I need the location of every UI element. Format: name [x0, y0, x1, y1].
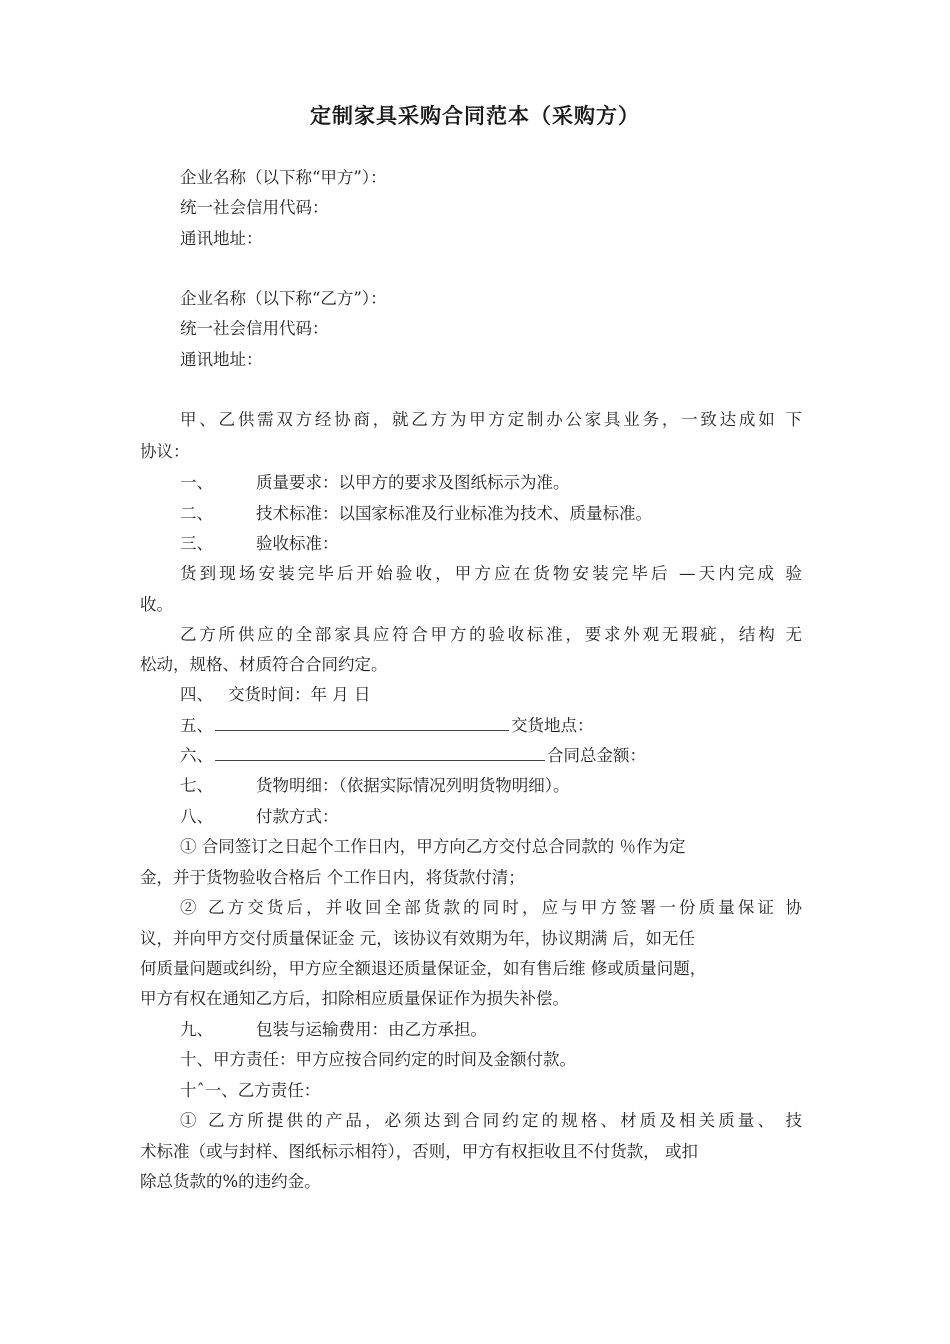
- delivery-place-blank: [215, 714, 509, 731]
- clause-10: 十、甲方责任：甲方应按合同约定的时间及金额付款。: [180, 1050, 576, 1069]
- clause-4-number: 四、: [180, 685, 213, 704]
- clause-2-text: 技术标准：以国家标准及行业标准为技术、质量标准。: [256, 504, 652, 523]
- party-b-address-label: 通讯地址：: [180, 350, 263, 369]
- clause-8-number: 八、: [180, 807, 213, 826]
- clause-5-text: 交货地点：: [511, 716, 594, 735]
- intro-line-1: 甲、乙供需双方经协商，就乙方为甲方定制办公家具业务，一致达成如 下: [180, 410, 802, 429]
- clause-5-number: 五、: [180, 716, 213, 735]
- clause-8-para-2-line-1: ② 乙方交货后，并收回全部货款的同时，应与甲方签署一份质量保证 协: [180, 898, 802, 917]
- clause-7-text: 货物明细：（依据实际情况列明货物明细）。: [256, 776, 570, 795]
- clause-8-para-2-line-4: 甲方有权在通知乙方后，扣除相应质量保证作为损失补偿。: [140, 989, 569, 1008]
- clause-8-para-1-line-2: 金，并于货物验收合格后 个工作日内，将货款付清；: [140, 868, 525, 887]
- clause-11: 十ˆ一、乙方责任：: [180, 1081, 321, 1100]
- clause-6-number: 六、: [180, 746, 213, 765]
- clause-9: [180, 1018, 487, 1042]
- clause-8-para-2-line-2: 议，并向甲方交付质量保证金 元，该协议有效期为年，协议期满 后，如无任: [140, 929, 695, 948]
- intro-line-2: 协议：: [140, 442, 190, 461]
- clause-2-number: 二、: [180, 504, 213, 523]
- clause-9-number: 九、: [180, 1020, 213, 1039]
- clause-7: [180, 774, 570, 798]
- clause-8-text: 付款方式：: [256, 807, 339, 826]
- clause-5: [180, 714, 594, 738]
- clause-1-text: 质量要求：以甲方的要求及图纸标示为准。: [256, 473, 570, 492]
- clause-11-para-1-line-3: 除总货款的%的违约金。: [140, 1172, 321, 1191]
- party-a-name-label: 企业名称（以下称“甲方”）：: [180, 168, 387, 187]
- clause-8-para-1-line-1: ① 合同签订之日起个工作日内，甲方向乙方交付总合同款的 ％作为定: [180, 837, 686, 856]
- clause-8: [180, 805, 339, 829]
- party-b-code-label: 统一社会信用代码：: [180, 319, 329, 338]
- clause-6: [180, 744, 646, 768]
- clause-11-para-1-line-2: 术标准（或与封样、图纸标示相符），否则，甲方有权拒收且不付货款， 或扣: [140, 1142, 698, 1161]
- party-b-name-label: 企业名称（以下称“乙方”）：: [180, 289, 387, 308]
- clause-8-para-2-line-3: 何质量问题或纠纷，甲方应全额退还质量保证金，如有售后维 修或质量问题，: [140, 959, 707, 978]
- clause-3-para-1-line-2: 收。: [140, 595, 173, 614]
- total-amount-blank: [215, 744, 545, 761]
- clause-3-para-2-line-1: 乙方所供应的全部家具应符合甲方的验收标准，要求外观无瑕疵，结构 无: [180, 625, 802, 644]
- clause-3: [180, 532, 339, 556]
- clause-3-para-2-line-2: 松动，规格、材质符合合同约定。: [140, 655, 388, 674]
- clause-7-number: 七、: [180, 776, 213, 795]
- clause-6-text: 合同总金额：: [547, 746, 646, 765]
- clause-3-para-1-line-1: 货到现场安装完毕后开始验收，甲方应在货物安装完毕后 —天内完成 验: [180, 564, 802, 583]
- clause-2: [180, 502, 652, 526]
- clause-4-text: 交货时间：年 月 日: [228, 685, 371, 704]
- clause-3-number: 三、: [180, 534, 213, 553]
- party-a-code-label: 统一社会信用代码：: [180, 198, 329, 217]
- clause-4: [180, 683, 371, 707]
- party-a-address-label: 通讯地址：: [180, 229, 263, 248]
- document-title: 定制家具采购合同范本（采购方）: [310, 104, 640, 128]
- clause-3-text: 验收标准：: [256, 534, 339, 553]
- clause-9-text: 包装与运输费用：由乙方承担。: [256, 1020, 487, 1039]
- clause-1-number: 一、: [180, 473, 213, 492]
- clause-1: [180, 471, 570, 495]
- clause-11-para-1-line-1: ① 乙方所提供的产品，必须达到合同约定的规格、材质及相关质量、 技: [180, 1111, 802, 1130]
